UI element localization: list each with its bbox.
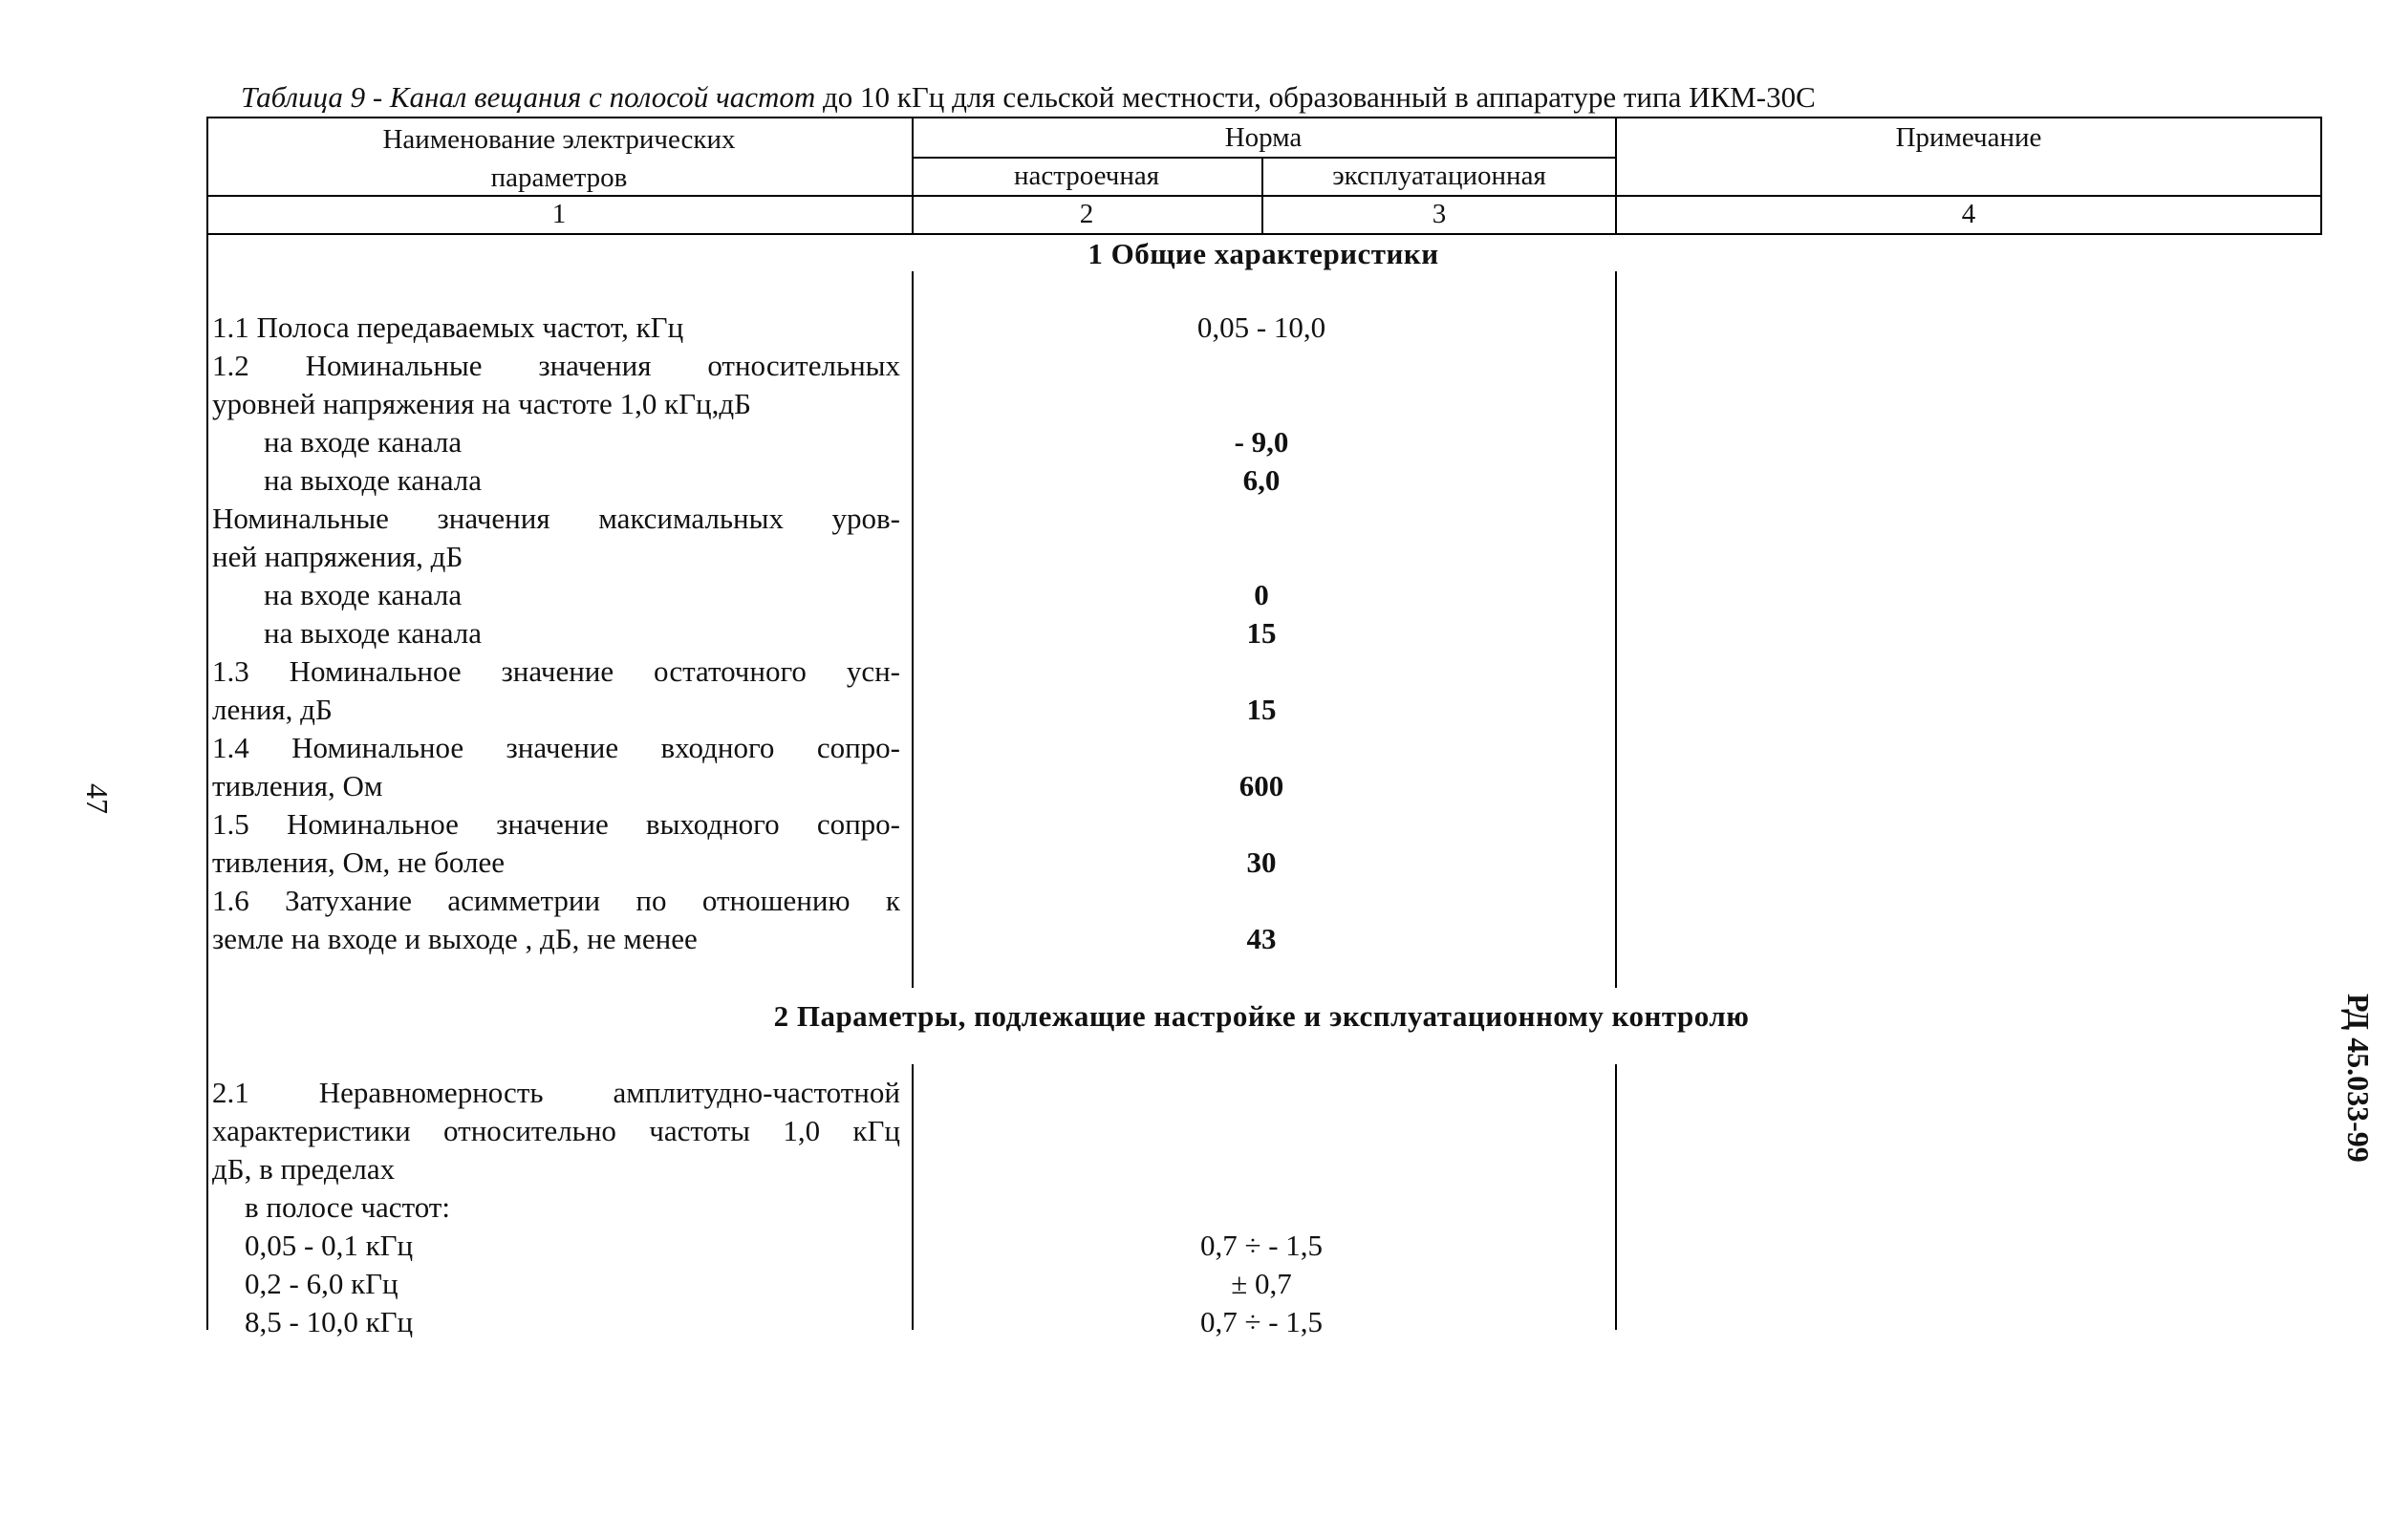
value-max-output: 15	[1246, 616, 1277, 650]
rule-col1-s2	[912, 1064, 914, 1330]
param-1-3-line2: ления, дБ	[212, 693, 333, 726]
header-param-line2: параметров	[490, 162, 628, 193]
value-1-5: 30	[1246, 845, 1277, 879]
param-input-level: на входе канала	[264, 425, 463, 459]
value-band-3: 0,7 ÷ - 1,5	[1199, 1305, 1324, 1338]
rule-col3-s2	[1615, 1064, 1617, 1330]
rule-norm-sub	[912, 157, 1615, 159]
rule-numbers-bottom	[206, 233, 2322, 235]
value-band-1: 0,7 ÷ - 1,5	[1199, 1229, 1324, 1262]
header-norm: Норма	[1224, 122, 1303, 153]
param-band-2: 0,2 - 6,0 кГц	[245, 1267, 398, 1300]
param-2-1-line2: характеристики относительно частоты 1,0 кГц	[212, 1114, 900, 1147]
rule-right-hdr	[2320, 117, 2322, 233]
value-band-2: ± 0,7	[1231, 1267, 1292, 1300]
document-id: РД 45.033-99	[2341, 994, 2376, 1163]
param-1-2-line2: уровней напряжения на частоте 1,0 кГц,дБ	[212, 387, 751, 420]
header-num-3: 3	[1432, 199, 1447, 229]
param-1-5-line1: 1.5 Номинальное значение выходного сопро-	[212, 807, 900, 841]
param-max-output: на выходе канала	[264, 616, 482, 650]
header-note: Примечание	[1895, 122, 2042, 153]
param-max-level-line2: ней напряжения, дБ	[212, 540, 463, 573]
param-1-6-line1: 1.6 Затухание асимметрии по отношению к	[212, 884, 900, 917]
rule-col3-s1	[1615, 271, 1617, 988]
value-1-3: 15	[1246, 693, 1277, 726]
value-output-level: 6,0	[1242, 463, 1281, 497]
header-num-4: 4	[1961, 199, 1976, 229]
section-2-title: 2 Параметры, подлежащие настройке и эксплуатационному контролю	[773, 999, 1750, 1033]
section-1-title: 1 Общие характеристики	[1088, 237, 1439, 270]
header-num-1: 1	[551, 199, 567, 229]
rule-header-bottom	[206, 195, 2322, 197]
param-1-5-line2: тивления, Ом, не более	[212, 845, 505, 879]
param-output-level: на выходе канала	[264, 463, 482, 497]
value-1-6: 43	[1246, 922, 1277, 955]
header-operational: эксплуатационная	[1332, 160, 1546, 191]
caption-italic: Таблица 9 - Канал вещания с полосой частот	[241, 80, 824, 114]
header-param-line1: Наименование электрических	[382, 124, 736, 155]
page-number: 47	[80, 783, 115, 814]
param-1-3-line1: 1.3 Номинальное значение остаточного усн-	[212, 654, 900, 688]
param-1-6-line2: земле на входе и выходе , дБ, не менее	[212, 922, 698, 955]
param-band: в полосе частот:	[245, 1190, 450, 1224]
param-max-input: на входе канала	[264, 578, 463, 611]
param-2-1-line1: 2.1 Неравномерность амплитудно-частотной	[212, 1076, 900, 1109]
param-1-4-line1: 1.4 Номинальное значение входного сопро-	[212, 731, 900, 764]
param-2-1-line3: дБ, в пределах	[212, 1152, 396, 1186]
rule-left	[206, 117, 208, 1330]
param-1-1: 1.1 Полоса передаваемых частот, кГц	[212, 310, 684, 344]
param-max-level-line1: Номинальные значения максимальных уров-	[212, 502, 900, 535]
value-input-level: - 9,0	[1234, 425, 1289, 459]
header-num-2: 2	[1079, 199, 1094, 229]
rule-top	[206, 117, 2322, 118]
param-1-2-line1: 1.2 Номинальные значения относительных	[212, 349, 900, 382]
param-band-1: 0,05 - 0,1 кГц	[245, 1229, 414, 1262]
header-setup: настроечная	[1013, 160, 1160, 191]
value-1-4: 600	[1239, 769, 1284, 802]
param-band-3: 8,5 - 10,0 кГц	[245, 1305, 414, 1338]
rule-col1-s1	[912, 271, 914, 988]
param-1-4-line2: тивления, Ом	[212, 769, 383, 802]
value-1-1: 0,05 - 10,0	[1196, 310, 1326, 344]
table-caption	[241, 80, 1816, 115]
caption-regular: до 10 кГц для сельской местности, образованный в аппаратуре типа ИКМ-30С	[823, 80, 1816, 114]
value-max-input: 0	[1254, 578, 1269, 611]
